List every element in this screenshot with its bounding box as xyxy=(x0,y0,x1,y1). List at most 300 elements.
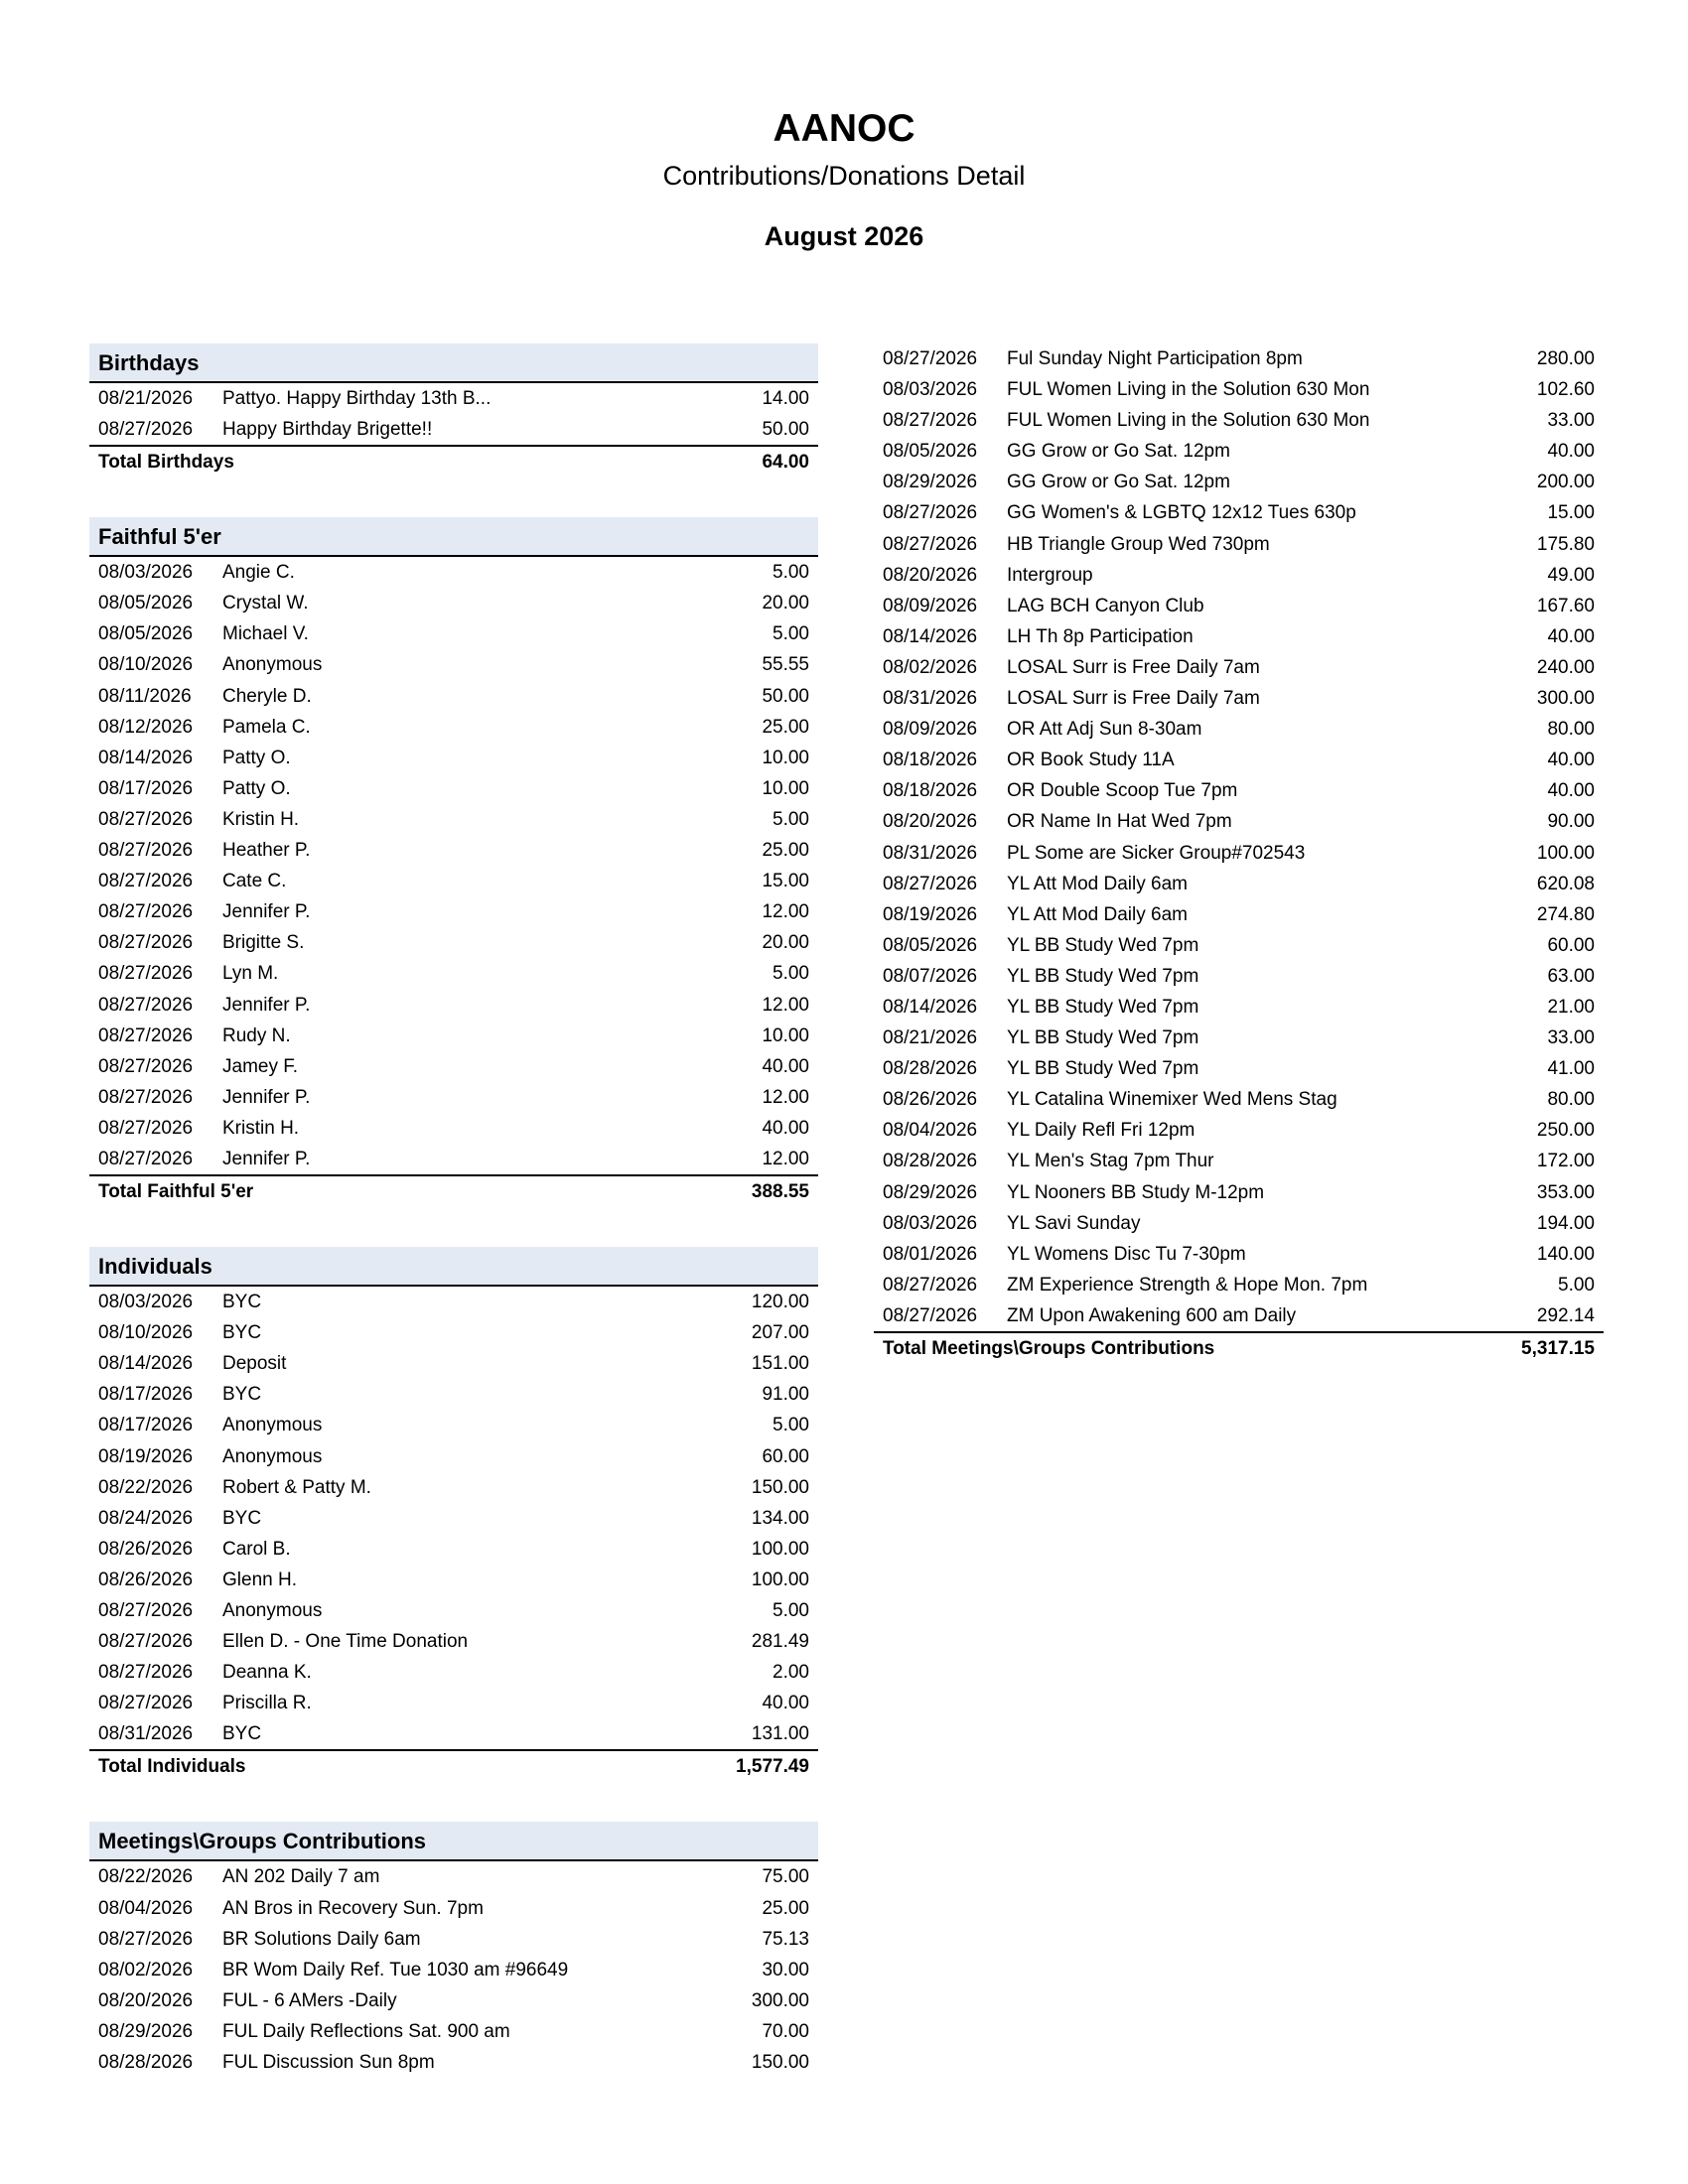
row-date: 08/20/2026 xyxy=(98,1989,194,2011)
section-birthdays xyxy=(89,343,818,478)
row-date: 08/24/2026 xyxy=(98,1507,194,1529)
row-amount: 75.13 xyxy=(762,1928,809,1950)
row-amount: 194.00 xyxy=(1536,1212,1595,1234)
row-date: 08/03/2026 xyxy=(883,1212,978,1234)
row-date: 08/27/2026 xyxy=(98,1928,194,1950)
row-description: Lyn M. xyxy=(222,963,279,985)
row-date: 08/31/2026 xyxy=(883,842,978,864)
row-amount: 14.00 xyxy=(762,388,809,409)
table-row xyxy=(874,683,1604,714)
row-date: 08/29/2026 xyxy=(883,1181,978,1203)
row-description: LOSAL Surr is Free Daily 7am xyxy=(1007,656,1260,678)
section-total-row xyxy=(89,445,818,478)
table-row xyxy=(89,1051,818,1082)
row-date: 08/31/2026 xyxy=(883,688,978,710)
table-row xyxy=(89,1861,818,1892)
row-amount: 281.49 xyxy=(751,1631,809,1653)
row-date: 08/14/2026 xyxy=(98,747,194,768)
row-description: Anonymous xyxy=(222,1600,323,1621)
row-description: OR Double Scoop Tue 7pm xyxy=(1007,780,1238,802)
table-row xyxy=(89,1472,818,1503)
table-row xyxy=(874,436,1604,467)
row-description: Kristin H. xyxy=(222,808,300,830)
row-amount: 40.00 xyxy=(762,1117,809,1139)
table-row xyxy=(89,681,818,712)
row-amount: 620.08 xyxy=(1536,873,1595,894)
row-amount: 55.55 xyxy=(762,654,809,676)
row-amount: 33.00 xyxy=(1547,410,1595,432)
row-description: OR Book Study 11A xyxy=(1007,750,1175,771)
row-amount: 15.00 xyxy=(762,871,809,892)
row-date: 08/20/2026 xyxy=(883,811,978,833)
row-date: 08/27/2026 xyxy=(98,871,194,892)
row-description: Ellen D. - One Time Donation xyxy=(222,1631,469,1653)
table-row xyxy=(874,992,1604,1023)
row-date: 08/02/2026 xyxy=(883,656,978,678)
row-date: 08/20/2026 xyxy=(883,564,978,586)
table-row xyxy=(874,1177,1604,1208)
row-date: 08/29/2026 xyxy=(883,472,978,493)
row-amount: 5.00 xyxy=(773,1415,809,1436)
table-row xyxy=(89,588,818,618)
table-row xyxy=(89,1021,818,1051)
row-date: 08/14/2026 xyxy=(883,625,978,647)
row-date: 08/17/2026 xyxy=(98,777,194,799)
table-row xyxy=(89,1893,818,1924)
row-amount: 292.14 xyxy=(1536,1304,1595,1326)
row-date: 08/14/2026 xyxy=(98,1353,194,1375)
row-date: 08/17/2026 xyxy=(98,1415,194,1436)
row-amount: 12.00 xyxy=(762,1148,809,1169)
table-row xyxy=(89,1287,818,1317)
row-date: 08/27/2026 xyxy=(98,994,194,1016)
table-row xyxy=(874,930,1604,961)
row-date: 08/27/2026 xyxy=(98,932,194,954)
table-row xyxy=(874,961,1604,992)
row-description: Kristin H. xyxy=(222,1117,300,1139)
table-row xyxy=(89,990,818,1021)
row-description: GG Grow or Go Sat. 12pm xyxy=(1007,441,1230,463)
row-date: 08/19/2026 xyxy=(98,1445,194,1467)
row-amount: 91.00 xyxy=(762,1384,809,1406)
row-amount: 75.00 xyxy=(762,1866,809,1888)
row-description: Jamey F. xyxy=(222,1055,299,1077)
row-date: 08/27/2026 xyxy=(883,533,978,555)
row-date: 08/27/2026 xyxy=(98,1024,194,1046)
section-meetings-groups-continued xyxy=(874,343,1604,1365)
row-date: 08/09/2026 xyxy=(883,719,978,741)
section-individuals xyxy=(89,1247,818,1783)
total-amount: 5,317.15 xyxy=(1521,1338,1595,1359)
table-row xyxy=(874,1270,1604,1300)
table-row xyxy=(89,1113,818,1144)
row-date: 08/27/2026 xyxy=(98,840,194,862)
row-amount: 15.00 xyxy=(1547,502,1595,524)
section-rows xyxy=(89,383,818,445)
table-row xyxy=(89,1595,818,1626)
row-amount: 60.00 xyxy=(1547,934,1595,956)
total-label: Total Birthdays xyxy=(98,452,234,474)
row-date: 08/22/2026 xyxy=(98,1866,194,1888)
table-row xyxy=(874,467,1604,497)
section-faithful-5er xyxy=(89,517,818,1208)
row-amount: 140.00 xyxy=(1536,1243,1595,1265)
row-description: YL Womens Disc Tu 7-30pm xyxy=(1007,1243,1246,1265)
table-row xyxy=(89,1688,818,1718)
table-row xyxy=(89,835,818,866)
row-description: FUL Daily Reflections Sat. 900 am xyxy=(222,2020,510,2042)
row-description: YL BB Study Wed 7pm xyxy=(1007,996,1199,1018)
row-amount: 40.00 xyxy=(1547,625,1595,647)
row-date: 08/27/2026 xyxy=(883,410,978,432)
table-row xyxy=(89,743,818,773)
row-description: YL Catalina Winemixer Wed Mens Stag xyxy=(1007,1089,1337,1111)
table-row xyxy=(874,405,1604,436)
row-description: Patty O. xyxy=(222,777,291,799)
table-row xyxy=(874,1208,1604,1239)
table-row xyxy=(874,714,1604,745)
table-row xyxy=(89,804,818,835)
row-amount: 102.60 xyxy=(1536,379,1595,401)
table-row xyxy=(89,1503,818,1534)
row-date: 08/31/2026 xyxy=(98,1723,194,1745)
row-description: Angie C. xyxy=(222,562,295,584)
row-amount: 12.00 xyxy=(762,901,809,923)
row-amount: 30.00 xyxy=(762,1959,809,1980)
total-amount: 1,577.49 xyxy=(736,1756,809,1778)
row-description: FUL Discussion Sun 8pm xyxy=(222,2052,435,2074)
table-row xyxy=(874,838,1604,869)
row-description: Anonymous xyxy=(222,1415,323,1436)
total-amount: 64.00 xyxy=(762,452,809,474)
table-row xyxy=(874,591,1604,621)
row-description: PL Some are Sicker Group#702543 xyxy=(1007,842,1306,864)
row-amount: 25.00 xyxy=(762,716,809,738)
table-row xyxy=(874,806,1604,837)
row-amount: 60.00 xyxy=(762,1445,809,1467)
row-amount: 100.00 xyxy=(1536,842,1595,864)
row-amount: 167.60 xyxy=(1536,595,1595,616)
table-row xyxy=(874,621,1604,652)
table-row xyxy=(874,869,1604,899)
row-amount: 240.00 xyxy=(1536,656,1595,678)
row-date: 08/03/2026 xyxy=(98,1292,194,1313)
row-amount: 250.00 xyxy=(1536,1120,1595,1142)
table-row xyxy=(89,1626,818,1657)
row-description: YL Att Mod Daily 6am xyxy=(1007,873,1188,894)
row-description: YL Nooners BB Study M-12pm xyxy=(1007,1181,1265,1203)
row-description: AN Bros in Recovery Sun. 7pm xyxy=(222,1897,484,1919)
row-date: 08/01/2026 xyxy=(883,1243,978,1265)
row-description: Jennifer P. xyxy=(222,1148,311,1169)
row-description: Heather P. xyxy=(222,840,311,862)
total-label: Total Individuals xyxy=(98,1756,246,1778)
table-row xyxy=(89,1985,818,2016)
total-label: Total Meetings\Groups Contributions xyxy=(883,1338,1215,1359)
table-row xyxy=(89,1718,818,1749)
table-row xyxy=(89,1924,818,1955)
row-date: 08/04/2026 xyxy=(98,1897,194,1919)
table-row xyxy=(89,383,818,414)
row-description: LOSAL Surr is Free Daily 7am xyxy=(1007,688,1260,710)
row-description: Cate C. xyxy=(222,871,287,892)
section-total-row xyxy=(874,1331,1604,1365)
row-amount: 5.00 xyxy=(1558,1274,1595,1296)
row-amount: 12.00 xyxy=(762,1086,809,1108)
table-row xyxy=(874,1300,1604,1331)
row-amount: 21.00 xyxy=(1547,996,1595,1018)
row-date: 08/27/2026 xyxy=(98,1693,194,1714)
row-date: 08/11/2026 xyxy=(98,685,192,707)
row-description: YL BB Study Wed 7pm xyxy=(1007,1058,1199,1080)
table-row xyxy=(89,2047,818,2078)
row-date: 08/18/2026 xyxy=(883,780,978,802)
row-amount: 10.00 xyxy=(762,747,809,768)
row-date: 08/04/2026 xyxy=(883,1120,978,1142)
row-date: 08/27/2026 xyxy=(883,1304,978,1326)
row-description: Deposit xyxy=(222,1353,287,1375)
row-description: Priscilla R. xyxy=(222,1693,312,1714)
report-subtitle: Contributions/Donations Detail xyxy=(662,161,1026,191)
row-date: 08/14/2026 xyxy=(883,996,978,1018)
row-amount: 150.00 xyxy=(751,1476,809,1498)
row-amount: 40.00 xyxy=(1547,441,1595,463)
row-date: 08/26/2026 xyxy=(98,1538,194,1560)
row-description: YL Daily Refl Fri 12pm xyxy=(1007,1120,1196,1142)
row-amount: 80.00 xyxy=(1547,1089,1595,1111)
report-period: August 2026 xyxy=(764,221,924,251)
row-description: BYC xyxy=(222,1723,262,1745)
row-amount: 100.00 xyxy=(751,1538,809,1560)
row-description: YL BB Study Wed 7pm xyxy=(1007,934,1199,956)
row-amount: 5.00 xyxy=(773,1600,809,1621)
table-row xyxy=(89,557,818,588)
row-description: BYC xyxy=(222,1384,262,1406)
row-date: 08/27/2026 xyxy=(98,808,194,830)
row-amount: 172.00 xyxy=(1536,1151,1595,1172)
table-row xyxy=(874,775,1604,806)
row-amount: 353.00 xyxy=(1536,1181,1595,1203)
row-amount: 175.80 xyxy=(1536,533,1595,555)
table-row xyxy=(89,1534,818,1565)
row-date: 08/21/2026 xyxy=(883,1027,978,1049)
row-amount: 80.00 xyxy=(1547,719,1595,741)
row-amount: 151.00 xyxy=(751,1353,809,1375)
table-row xyxy=(89,896,818,927)
row-description: Anonymous xyxy=(222,1445,323,1467)
total-amount: 388.55 xyxy=(751,1181,809,1203)
row-description: Deanna K. xyxy=(222,1662,312,1684)
row-date: 08/03/2026 xyxy=(883,379,978,401)
row-date: 08/27/2026 xyxy=(883,348,978,369)
row-amount: 33.00 xyxy=(1547,1027,1595,1049)
row-description: ZM Upon Awakening 600 am Daily xyxy=(1007,1304,1297,1326)
row-description: Jennifer P. xyxy=(222,1086,311,1108)
section-rows xyxy=(89,1287,818,1749)
row-date: 08/10/2026 xyxy=(98,654,194,676)
row-amount: 2.00 xyxy=(773,1662,809,1684)
section-meetings-groups xyxy=(89,1822,818,2078)
row-amount: 63.00 xyxy=(1547,965,1595,987)
table-row xyxy=(874,529,1604,560)
row-date: 08/21/2026 xyxy=(98,388,194,409)
table-row xyxy=(874,1146,1604,1176)
row-date: 08/02/2026 xyxy=(98,1959,194,1980)
row-amount: 25.00 xyxy=(762,1897,809,1919)
row-amount: 25.00 xyxy=(762,840,809,862)
section-title: Faithful 5'er xyxy=(89,517,818,557)
right-column xyxy=(874,343,1604,1404)
row-description: Rudy N. xyxy=(222,1024,291,1046)
row-amount: 300.00 xyxy=(1536,688,1595,710)
row-date: 08/17/2026 xyxy=(98,1384,194,1406)
row-description: YL BB Study Wed 7pm xyxy=(1007,965,1199,987)
table-row xyxy=(89,712,818,743)
section-total-row xyxy=(89,1174,818,1208)
row-amount: 280.00 xyxy=(1536,348,1595,369)
row-date: 08/05/2026 xyxy=(98,593,194,614)
row-date: 08/27/2026 xyxy=(883,502,978,524)
table-row xyxy=(874,374,1604,405)
table-row xyxy=(874,1053,1604,1084)
left-column xyxy=(89,343,818,2116)
row-description: Carol B. xyxy=(222,1538,291,1560)
row-amount: 131.00 xyxy=(751,1723,809,1745)
row-date: 08/18/2026 xyxy=(883,750,978,771)
total-label: Total Faithful 5'er xyxy=(98,1181,254,1203)
row-description: YL Savi Sunday xyxy=(1007,1212,1141,1234)
row-amount: 70.00 xyxy=(762,2020,809,2042)
table-row xyxy=(89,1657,818,1688)
row-amount: 300.00 xyxy=(751,1989,809,2011)
table-row xyxy=(874,343,1604,374)
row-amount: 12.00 xyxy=(762,994,809,1016)
table-row xyxy=(89,927,818,958)
table-row xyxy=(874,745,1604,775)
row-date: 08/27/2026 xyxy=(98,1662,194,1684)
table-row xyxy=(874,1115,1604,1146)
row-description: LAG BCH Canyon Club xyxy=(1007,595,1204,616)
row-amount: 50.00 xyxy=(762,419,809,441)
section-title: Meetings\Groups Contributions xyxy=(89,1822,818,1861)
row-date: 08/05/2026 xyxy=(98,623,194,645)
row-amount: 49.00 xyxy=(1547,564,1595,586)
row-description: Michael V. xyxy=(222,623,309,645)
row-description: OR Name In Hat Wed 7pm xyxy=(1007,811,1232,833)
row-description: Glenn H. xyxy=(222,1569,297,1590)
table-row xyxy=(89,2016,818,2047)
row-description: Ful Sunday Night Participation 8pm xyxy=(1007,348,1303,369)
table-row xyxy=(89,649,818,680)
row-date: 08/28/2026 xyxy=(883,1058,978,1080)
table-row xyxy=(874,1084,1604,1115)
row-date: 08/22/2026 xyxy=(98,1476,194,1498)
row-date: 08/28/2026 xyxy=(98,2052,194,2074)
row-amount: 40.00 xyxy=(762,1693,809,1714)
row-date: 08/27/2026 xyxy=(98,1117,194,1139)
row-amount: 5.00 xyxy=(773,562,809,584)
row-description: AN 202 Daily 7 am xyxy=(222,1866,380,1888)
row-description: Pattyo. Happy Birthday 13th B... xyxy=(222,388,492,409)
row-amount: 5.00 xyxy=(773,808,809,830)
row-description: Robert & Patty M. xyxy=(222,1476,371,1498)
row-amount: 207.00 xyxy=(751,1322,809,1344)
row-date: 08/27/2026 xyxy=(98,1086,194,1108)
row-date: 08/09/2026 xyxy=(883,595,978,616)
row-amount: 50.00 xyxy=(762,685,809,707)
row-date: 08/26/2026 xyxy=(98,1569,194,1590)
row-description: YL BB Study Wed 7pm xyxy=(1007,1027,1199,1049)
row-date: 08/27/2026 xyxy=(98,1600,194,1621)
row-description: BR Wom Daily Ref. Tue 1030 am #96649 xyxy=(222,1959,569,1980)
row-amount: 150.00 xyxy=(751,2052,809,2074)
table-row xyxy=(874,652,1604,683)
table-row xyxy=(874,560,1604,591)
row-date: 08/27/2026 xyxy=(98,1631,194,1653)
table-row xyxy=(89,414,818,445)
row-description: Pamela C. xyxy=(222,716,311,738)
table-row xyxy=(874,1239,1604,1270)
row-amount: 40.00 xyxy=(762,1055,809,1077)
row-description: GG Women's & LGBTQ 12x12 Tues 630p xyxy=(1007,502,1356,524)
row-description: Intergroup xyxy=(1007,564,1093,586)
row-description: HB Triangle Group Wed 730pm xyxy=(1007,533,1270,555)
table-row xyxy=(874,497,1604,528)
row-description: OR Att Adj Sun 8-30am xyxy=(1007,719,1202,741)
row-description: YL Men's Stag 7pm Thur xyxy=(1007,1151,1214,1172)
row-amount: 5.00 xyxy=(773,963,809,985)
row-amount: 90.00 xyxy=(1547,811,1595,833)
row-date: 08/12/2026 xyxy=(98,716,194,738)
row-date: 08/27/2026 xyxy=(883,873,978,894)
table-row xyxy=(874,899,1604,930)
row-description: LH Th 8p Participation xyxy=(1007,625,1194,647)
table-row xyxy=(89,958,818,989)
table-row xyxy=(874,1023,1604,1053)
row-description: Crystal W. xyxy=(222,593,309,614)
table-row xyxy=(89,1082,818,1113)
row-description: BYC xyxy=(222,1292,262,1313)
row-description: BR Solutions Daily 6am xyxy=(222,1928,421,1950)
row-date: 08/07/2026 xyxy=(883,965,978,987)
row-description: GG Grow or Go Sat. 12pm xyxy=(1007,472,1230,493)
row-amount: 274.80 xyxy=(1536,903,1595,925)
section-rows xyxy=(874,343,1604,1331)
row-amount: 120.00 xyxy=(751,1292,809,1313)
row-description: Jennifer P. xyxy=(222,994,311,1016)
row-amount: 10.00 xyxy=(762,1024,809,1046)
row-description: Jennifer P. xyxy=(222,901,311,923)
row-amount: 200.00 xyxy=(1536,472,1595,493)
row-date: 08/27/2026 xyxy=(98,419,194,441)
row-amount: 5.00 xyxy=(773,623,809,645)
table-row xyxy=(89,1348,818,1379)
row-date: 08/29/2026 xyxy=(98,2020,194,2042)
row-date: 08/28/2026 xyxy=(883,1151,978,1172)
table-row xyxy=(89,773,818,804)
row-description: FUL Women Living in the Solution 630 Mon xyxy=(1007,379,1370,401)
row-description: Cheryle D. xyxy=(222,685,312,707)
table-row xyxy=(89,1379,818,1410)
table-row xyxy=(89,866,818,896)
row-description: BYC xyxy=(222,1322,262,1344)
table-row xyxy=(89,1565,818,1595)
section-rows xyxy=(89,557,818,1174)
row-date: 08/27/2026 xyxy=(98,963,194,985)
row-description: Happy Birthday Brigette!! xyxy=(222,419,433,441)
row-date: 08/03/2026 xyxy=(98,562,194,584)
section-total-row xyxy=(89,1749,818,1783)
